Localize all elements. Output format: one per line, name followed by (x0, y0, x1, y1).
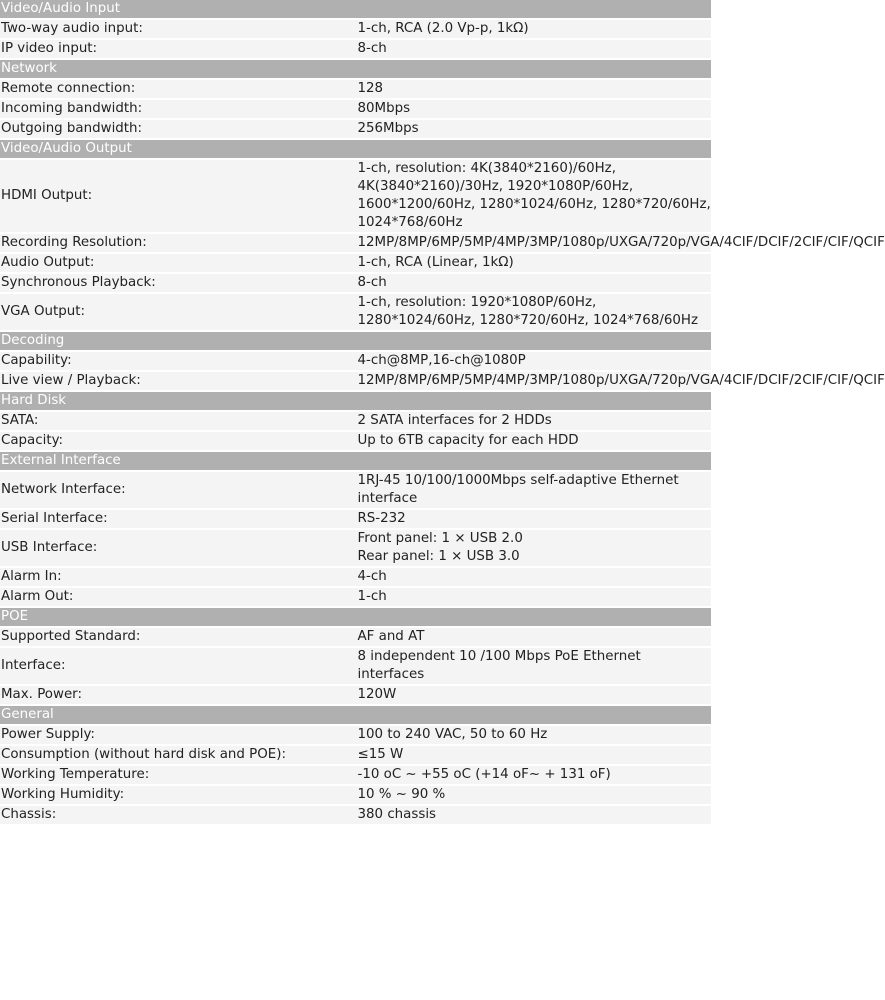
spec-row (0, 530, 711, 566)
section-title: POE (0, 608, 711, 626)
spec-label: IP video input: (0, 40, 356, 58)
section-header (0, 140, 711, 158)
spec-value (356, 294, 712, 330)
spec-label: Remote connection: (0, 80, 356, 98)
spec-label: Recording Resolution: (0, 234, 356, 252)
spec-value (356, 100, 712, 118)
spec-row (0, 372, 711, 390)
spec-row (0, 234, 711, 252)
spec-label: Serial Interface: (0, 510, 356, 528)
spec-label: Capability: (0, 352, 356, 370)
spec-row (0, 160, 711, 232)
spec-value (356, 510, 712, 528)
section-title: General (0, 706, 711, 724)
spec-row (0, 412, 711, 430)
section-header (0, 60, 711, 78)
spec-value (356, 628, 712, 646)
spec-value (356, 80, 712, 98)
spec-value (356, 254, 712, 272)
spec-row (0, 806, 711, 824)
spec-value-line: 10 % ~ 90 % (357, 787, 446, 802)
spec-row (0, 120, 711, 138)
spec-label: Network Interface: (0, 472, 356, 508)
spec-value-line: ≤15 W (357, 747, 404, 762)
section-header (0, 706, 711, 724)
spec-label: Interface: (0, 648, 356, 684)
section-title: Decoding (0, 332, 711, 350)
spec-value (356, 352, 712, 370)
spec-label: HDMI Output: (0, 160, 356, 232)
spec-row (0, 648, 711, 684)
spec-value (356, 20, 712, 38)
spec-label: Working Humidity: (0, 786, 356, 804)
spec-row (0, 20, 711, 38)
spec-label: Alarm In: (0, 568, 356, 586)
spec-value-line: 1-ch, resolution: 1920*1080P/60Hz, 1280*1024/60Hz, 1280*720/60Hz, 1024*768/60Hz (357, 295, 698, 328)
section-title: Hard Disk (0, 392, 711, 410)
spec-value-line: 1RJ-45 10/100/1000Mbps self-adaptive Ethernet interface (357, 473, 679, 506)
spec-value-line: 8-ch (357, 275, 387, 290)
spec-row (0, 100, 711, 118)
spec-value (356, 432, 712, 450)
spec-value-line: 1-ch (357, 589, 387, 604)
spec-value (356, 686, 712, 704)
spec-value-line: 12MP/8MP/6MP/5MP/4MP/3MP/1080p/UXGA/720p/VGA/4CIF/DCIF/2CIF/CIF/QCIF (357, 373, 885, 388)
spec-row (0, 294, 711, 330)
spec-label: Power Supply: (0, 726, 356, 744)
section-header (0, 608, 711, 626)
spec-value-line: 8-ch (357, 41, 387, 56)
spec-value-line: AF and AT (357, 629, 425, 644)
spec-value (356, 160, 712, 232)
spec-row (0, 628, 711, 646)
spec-label: SATA: (0, 412, 356, 430)
spec-label: Synchronous Playback: (0, 274, 356, 292)
spec-value-line: 256Mbps (357, 121, 419, 136)
section-title: External Interface (0, 452, 711, 470)
spec-label: Outgoing bandwidth: (0, 120, 356, 138)
spec-value-line: 380 chassis (357, 807, 437, 822)
spec-value (356, 412, 712, 430)
spec-value-line: 100 to 240 VAC, 50 to 60 Hz (357, 727, 548, 742)
spec-label: Capacity: (0, 432, 356, 450)
spec-label: Alarm Out: (0, 588, 356, 606)
spec-label: Consumption (without hard disk and POE): (0, 746, 356, 764)
spec-value-line: Front panel: 1 × USB 2.0 (357, 531, 523, 546)
spec-label: Live view / Playback: (0, 372, 356, 390)
spec-value (356, 726, 712, 744)
spec-value (356, 588, 712, 606)
spec-value-line: Up to 6TB capacity for each HDD (357, 433, 579, 448)
spec-row (0, 274, 711, 292)
spec-value-line: 8 independent 10 /100 Mbps PoE Ethernet interfaces (357, 649, 641, 682)
spec-value-line: 4-ch (357, 569, 387, 584)
spec-row (0, 786, 711, 804)
section-title: Network (0, 60, 711, 78)
spec-row (0, 40, 711, 58)
spec-value-line: 12MP/8MP/6MP/5MP/4MP/3MP/1080p/UXGA/720p/VGA/4CIF/DCIF/2CIF/CIF/QCIF (357, 235, 885, 250)
spec-value-line: 1-ch, RCA (2.0 Vp-p, 1kΩ) (357, 21, 529, 36)
spec-row (0, 746, 711, 764)
spec-value-line: 80Mbps (357, 101, 411, 116)
spec-row (0, 352, 711, 370)
spec-value (356, 530, 712, 566)
spec-value-line: -10 oC ~ +55 oC (+14 oF~ + 131 oF) (357, 767, 611, 782)
spec-row (0, 568, 711, 586)
spec-label: Audio Output: (0, 254, 356, 272)
spec-value (356, 766, 712, 784)
section-header (0, 332, 711, 350)
spec-row (0, 686, 711, 704)
spec-value (356, 274, 712, 292)
spec-value (356, 568, 712, 586)
spec-row (0, 254, 711, 272)
spec-label: VGA Output: (0, 294, 356, 330)
spec-value (356, 40, 712, 58)
spec-value (356, 786, 712, 804)
spec-value (356, 372, 885, 390)
spec-value-line: Rear panel: 1 × USB 3.0 (357, 549, 520, 564)
spec-label: USB Interface: (0, 530, 356, 566)
spec-value-line: 2 SATA interfaces for 2 HDDs (357, 413, 552, 428)
spec-label: Incoming bandwidth: (0, 100, 356, 118)
spec-label: Chassis: (0, 806, 356, 824)
spec-row (0, 510, 711, 528)
spec-row (0, 766, 711, 784)
spec-label: Working Temperature: (0, 766, 356, 784)
spec-value-line: 1-ch, resolution: 4K(3840*2160)/60Hz, 4K(3840*2160)/30Hz, 1920*1080P/60Hz, 1600*1200/60Hz, 1280*1024/60Hz, 1280*720/60Hz, 1024*768/60Hz (357, 161, 711, 230)
spec-row (0, 726, 711, 744)
section-title: Video/Audio Input (0, 0, 711, 18)
spec-row (0, 432, 711, 450)
spec-value (356, 648, 712, 684)
spec-label: Max. Power: (0, 686, 356, 704)
section-header (0, 0, 711, 18)
spec-value-line: 128 (357, 81, 384, 96)
spec-value-line: RS-232 (357, 511, 406, 526)
spec-value-line: 4-ch@8MP,16-ch@1080P (357, 353, 526, 368)
spec-value-line: 1-ch, RCA (Linear, 1kΩ) (357, 255, 514, 270)
spec-value (356, 234, 885, 252)
spec-value-line: 120W (357, 687, 397, 702)
spec-value (356, 746, 712, 764)
spec-label: Supported Standard: (0, 628, 356, 646)
spec-value (356, 806, 712, 824)
spec-row (0, 472, 711, 508)
section-header (0, 452, 711, 470)
spec-label: Two-way audio input: (0, 20, 356, 38)
spec-value (356, 120, 712, 138)
spec-value (356, 472, 712, 508)
section-title: Video/Audio Output (0, 140, 711, 158)
section-header (0, 392, 711, 410)
spec-row (0, 588, 711, 606)
spec-row (0, 80, 711, 98)
